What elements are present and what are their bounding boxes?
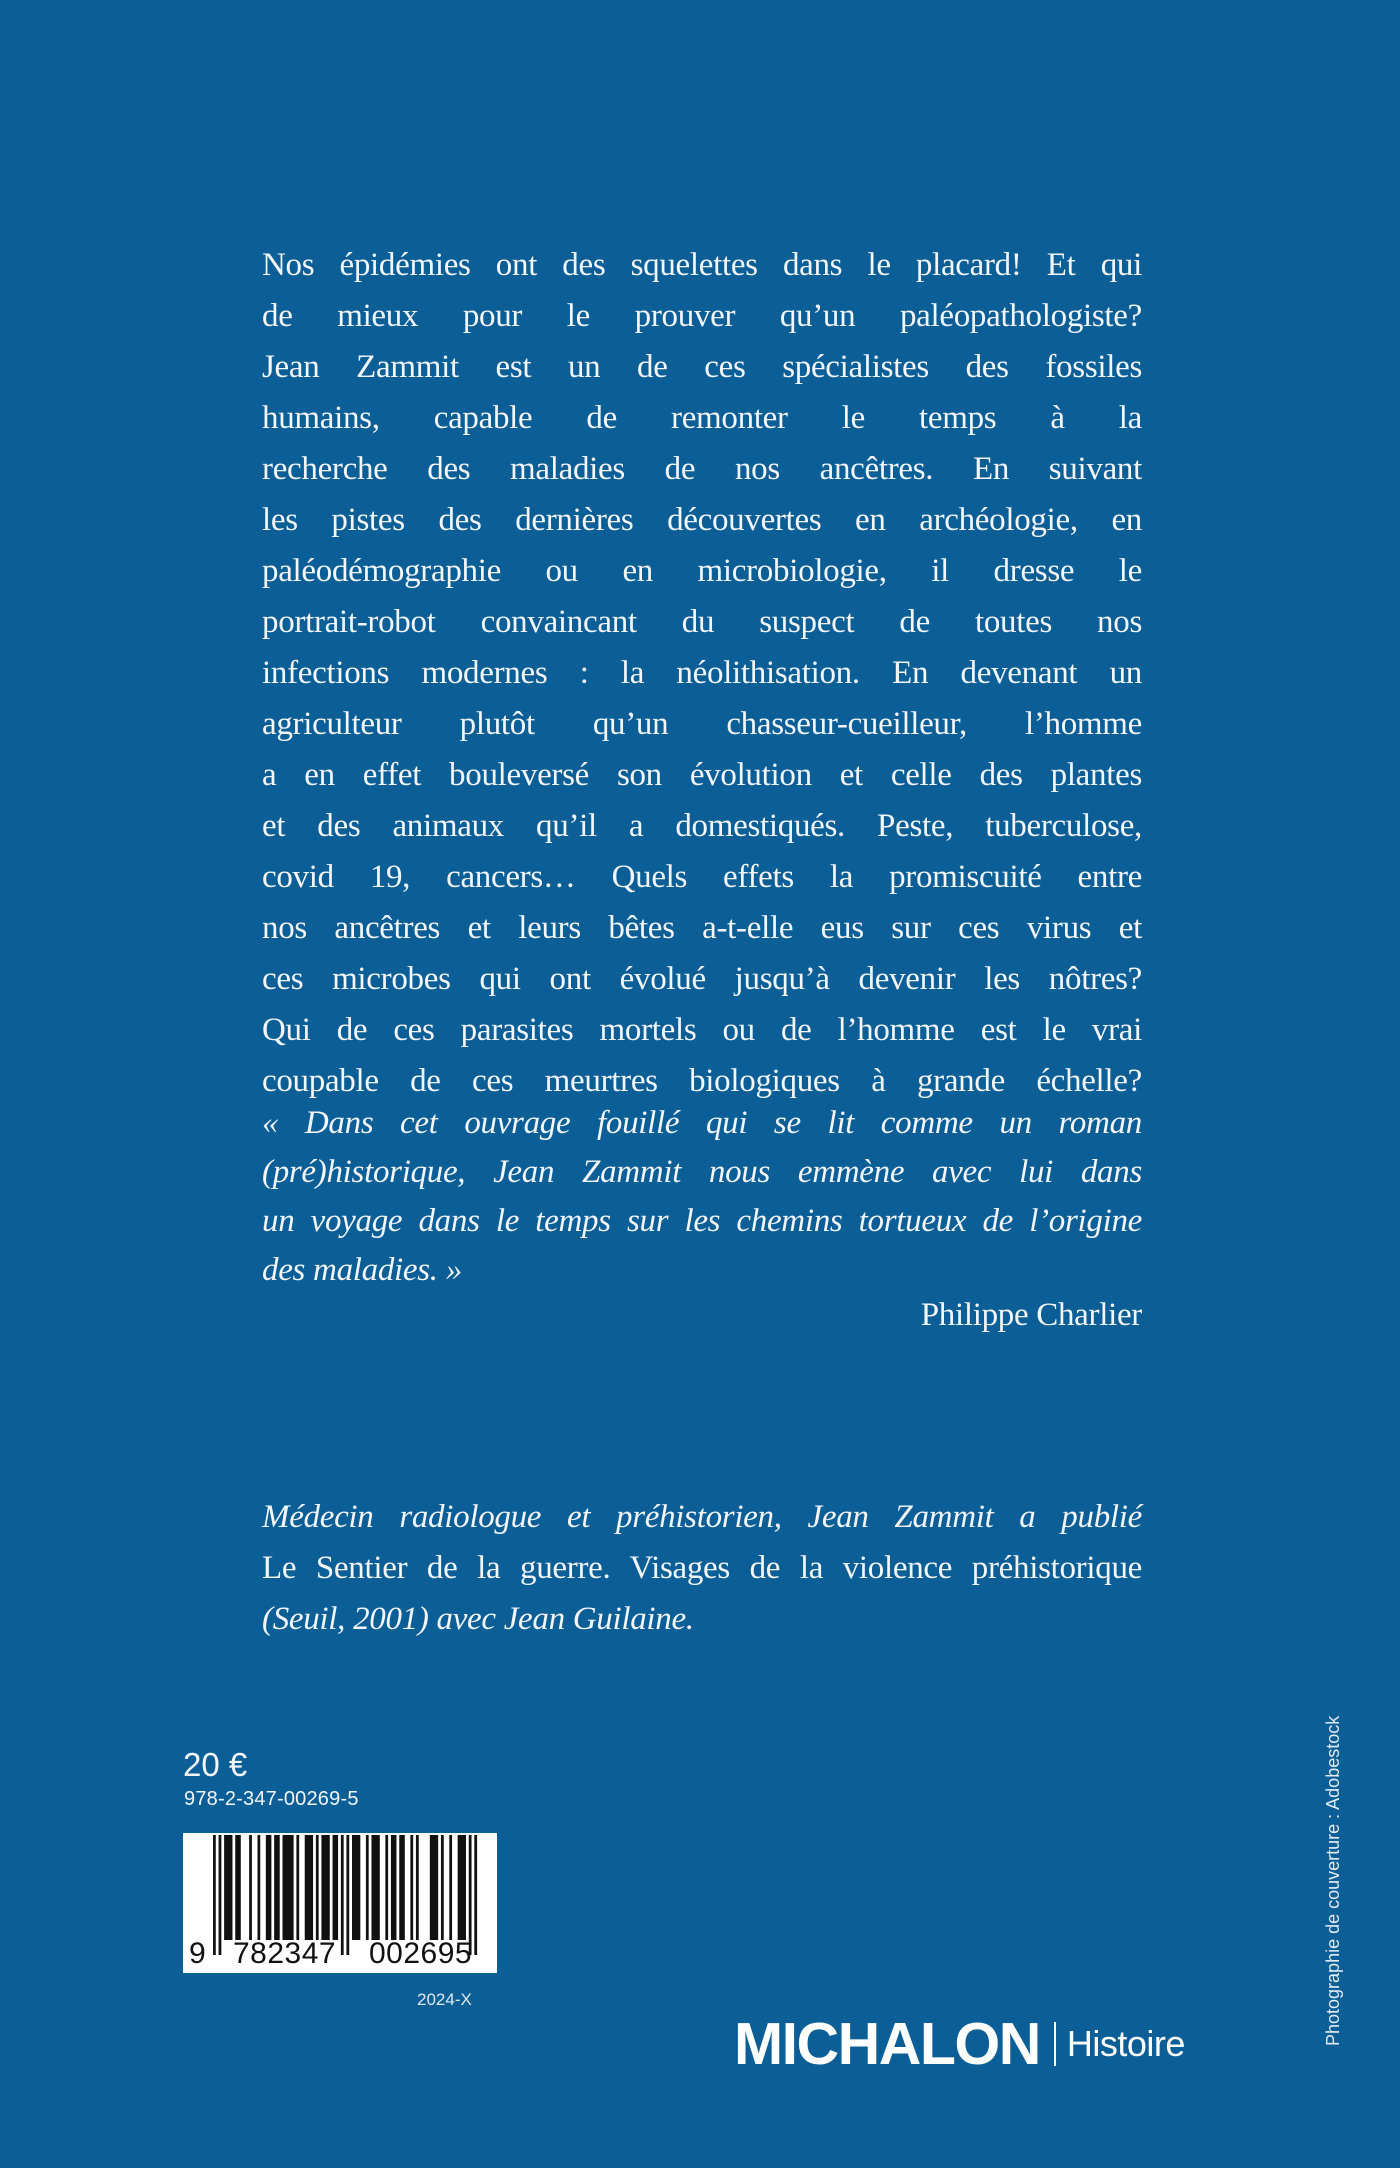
barcode-bar xyxy=(321,1835,329,1940)
publisher-divider xyxy=(1054,2022,1056,2066)
barcode-guard-bar xyxy=(474,1835,477,1955)
summary-line: Nos épidémies ont des squelettes dans le placard! Et qui xyxy=(262,247,1142,283)
barcode-bar xyxy=(224,1835,232,1940)
barcode-bar xyxy=(257,1835,260,1940)
barcode-bar xyxy=(249,1835,252,1940)
barcode-bar xyxy=(366,1835,369,1940)
summary-line: Qui de ces parasites mortels ou de l’homme est le vrai xyxy=(262,1012,1142,1048)
barcode-bar xyxy=(385,1835,388,1940)
summary-line: Jean Zammit est un de ces spécialistes des fossiles xyxy=(262,349,1142,385)
summary-line: agriculteur plutôt qu’un chasseur-cueilleur, l’homme xyxy=(262,706,1142,742)
photo-credit: Photographie de couverture : Adobestock xyxy=(1323,1715,1343,2046)
publisher-collection: Histoire xyxy=(1066,2023,1185,2064)
barcode-bar xyxy=(266,1835,272,1940)
barcode-bar xyxy=(430,1835,438,1940)
summary-line: coupable de ces meurtres biologiques à grande échelle? xyxy=(262,1063,1142,1099)
summary-line: ces microbes qui ont évolué jusqu’à devenir les nôtres? xyxy=(262,961,1142,997)
summary-paragraph xyxy=(262,240,1142,1107)
quote-line: un voyage dans le temps sur les chemins tortueux de l’origine xyxy=(262,1203,1142,1239)
summary-line: recherche des maladies de nos ancêtres. En suivant xyxy=(262,451,1142,487)
quote-line: (pré)historique, Jean Zammit nous emmène avec lui dans xyxy=(262,1154,1142,1190)
barcode-bar xyxy=(333,1835,339,1940)
barcode xyxy=(183,1833,497,1973)
barcode-bar xyxy=(399,1835,405,1940)
barcode-bar xyxy=(283,1835,294,1940)
quote-author: Philippe Charlier xyxy=(920,1297,1142,1333)
bio-book-title: Le Sentier de la guerre. Visages de la violence préhistorique xyxy=(262,1550,1142,1586)
barcode-bar xyxy=(274,1835,280,1940)
barcode-bar xyxy=(391,1835,397,1940)
barcode-guard-bar xyxy=(341,1835,344,1955)
summary-line: les pistes des dernières découvertes en archéologie, en xyxy=(262,502,1142,538)
barcode-bar xyxy=(235,1835,241,1940)
bio-line-3: (Seuil, 2001) avec Jean Guilaine. xyxy=(262,1601,694,1637)
barcode-bar xyxy=(410,1835,413,1940)
quote-author-block xyxy=(262,1290,1142,1341)
publisher-name: MICHALON xyxy=(734,2011,1040,2077)
publisher-logo xyxy=(734,2011,1185,2077)
barcode-bar xyxy=(441,1835,444,1940)
barcode-bar xyxy=(416,1835,419,1940)
price: 20 € xyxy=(183,1746,248,1783)
barcode-bar xyxy=(316,1835,319,1940)
barcode-right-digits: 002695 xyxy=(369,1937,473,1970)
edition-code: 2024-X xyxy=(417,1990,472,2009)
quote-line: des maladies. » xyxy=(262,1252,462,1288)
isbn: 978-2-347-00269-5 xyxy=(184,1788,359,1810)
summary-line: de mieux pour le prouver qu’un paléopathologiste? xyxy=(262,298,1142,334)
bio-line-1: Médecin radiologue et préhistorien, Jean Zammit a publié xyxy=(262,1499,1142,1535)
summary-line: nos ancêtres et leurs bêtes a-t-elle eus sur ces virus et xyxy=(262,910,1142,946)
barcode-first-digit: 9 xyxy=(189,1937,207,1970)
barcode-bar xyxy=(449,1835,452,1940)
barcode-bar xyxy=(458,1835,466,1940)
summary-line: et des animaux qu’il a domestiqués. Peste, tuberculose, xyxy=(262,808,1142,844)
barcode-guard-bar xyxy=(213,1835,216,1955)
summary-line: a en effet bouleversé son évolution et celle des plantes xyxy=(262,757,1142,793)
summary-line: humains, capable de remonter le temps à la xyxy=(262,400,1142,436)
summary-line: paléodémographie ou en microbiologie, il dresse le xyxy=(262,553,1142,589)
summary-line: portrait-robot convaincant du suspect de toutes nos xyxy=(262,604,1142,640)
summary-line: infections modernes : la néolithisation. En devenant un xyxy=(262,655,1142,691)
barcode-left-digits: 782347 xyxy=(233,1937,337,1970)
barcode-bar xyxy=(371,1835,379,1940)
author-bio xyxy=(262,1492,1142,1645)
review-quote xyxy=(262,1099,1142,1295)
barcode-guard-bar xyxy=(346,1835,349,1955)
barcode-bar xyxy=(305,1835,313,1940)
barcode-guard-bar xyxy=(219,1835,222,1955)
summary-line: covid 19, cancers… Quels effets la promiscuité entre xyxy=(262,859,1142,895)
barcode-bar xyxy=(352,1835,360,1940)
barcode-bar xyxy=(296,1835,299,1940)
quote-line: « Dans cet ouvrage fouillé qui se lit comme un roman xyxy=(262,1105,1142,1141)
